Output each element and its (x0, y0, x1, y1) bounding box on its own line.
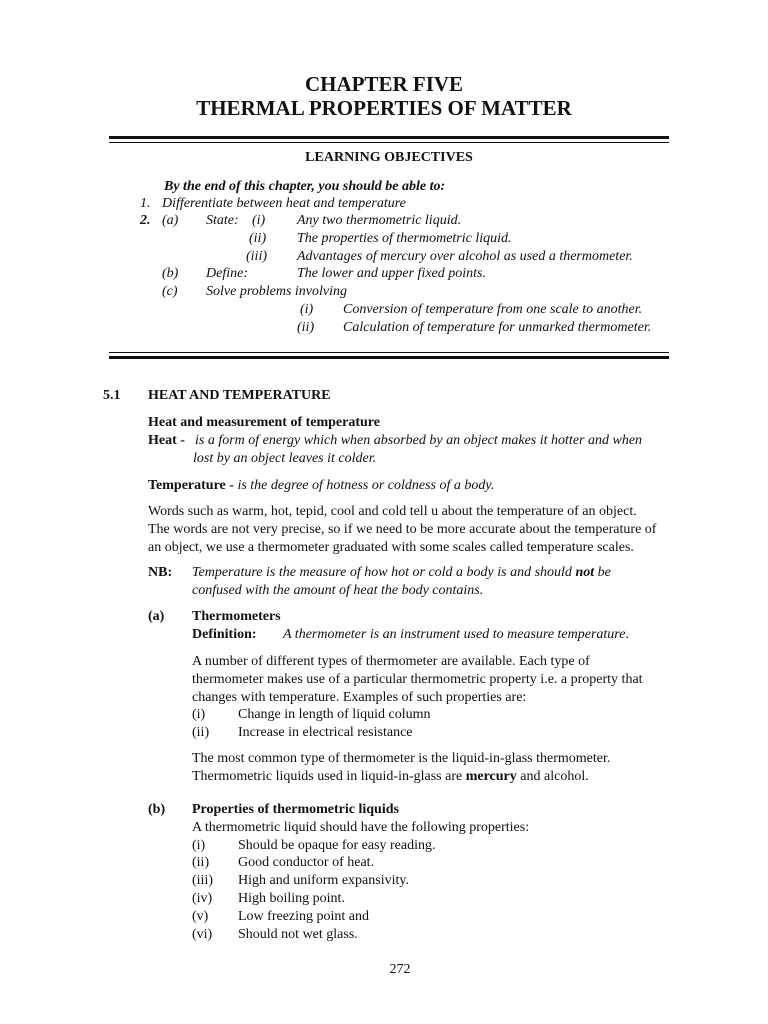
list-number: (vi) (192, 927, 213, 942)
subsection-title: Heat and measurement of temperature (148, 415, 380, 430)
top-rule-thin (109, 142, 669, 143)
heat-definition: lost by an object leaves it colder. (193, 451, 377, 466)
list-number: (iv) (192, 891, 213, 906)
objective-text: Conversion of temperature from one scale to another. (343, 302, 643, 317)
list-number: (ii) (192, 725, 210, 740)
objective-roman: (i) (300, 302, 314, 317)
list-item: Change in length of liquid column (238, 707, 431, 722)
item-label: (a) (148, 609, 165, 624)
temperature-definition-line (148, 477, 494, 495)
objective-roman: (ii) (249, 231, 267, 246)
page-number: 272 (389, 962, 411, 977)
objective-text: Any two thermometric liquid. (297, 213, 462, 228)
mercury-emphasis: mercury (465, 769, 517, 784)
objective-sub-label: (b) (162, 266, 179, 281)
definition-label: Definition: (192, 627, 257, 642)
section-title: HEAT AND TEMPERATURE (148, 388, 331, 403)
list-item: Good conductor of heat. (238, 855, 375, 870)
paragraph-line: an object, we use a thermometer graduated with some scales called temperature scales. (148, 540, 634, 555)
nb-text: Temperature is the measure of how hot or cold a body is and should not be (192, 565, 611, 580)
objective-roman: (i) (252, 213, 266, 228)
list-number: (i) (192, 707, 206, 722)
list-item: High boiling point. (238, 891, 345, 906)
objective-define-label: Define: (206, 266, 248, 281)
section-number: 5.1 (103, 388, 121, 403)
list-number: (v) (192, 909, 209, 924)
objective-text: The lower and upper fixed points. (297, 266, 486, 281)
objective-text: Calculation of temperature for unmarked thermometer. (343, 320, 652, 335)
heat-term: Heat - (148, 433, 185, 448)
list-item: High and uniform expansivity. (238, 873, 409, 888)
bottom-rule-thick (109, 356, 669, 359)
nb-emphasis: not (575, 565, 595, 580)
chapter-title: THERMAL PROPERTIES OF MATTER (196, 96, 572, 120)
objective-number: 1. (140, 196, 151, 211)
list-item: Should be opaque for easy reading. (238, 838, 436, 853)
paragraph-line: A number of different types of thermometer are available. Each type of (192, 654, 590, 669)
objective-sub-label: (c) (162, 284, 178, 299)
properties-title: Properties of thermometric liquids (192, 802, 399, 817)
objective-roman: (ii) (297, 320, 315, 335)
list-item: Low freezing point and (238, 909, 370, 924)
paragraph-line: The most common type of thermometer is the liquid-in-glass thermometer. (192, 751, 611, 766)
objectives-heading: LEARNING OBJECTIVES (305, 150, 473, 165)
objective-sub-label: (a) (162, 213, 179, 228)
temperature-definition: is the degree of hotness or coldness of a body. (237, 478, 495, 493)
thermometers-title: Thermometers (192, 609, 281, 624)
objective-text: Differentiate between heat and temperature (162, 196, 406, 211)
objective-state-label: State: (206, 213, 239, 228)
paragraph-line: The words are not very precise, so if we need to be more accurate about the temperature of (148, 522, 657, 537)
item-label: (b) (148, 802, 166, 817)
list-number: (ii) (192, 855, 210, 870)
objective-roman: (iii) (246, 249, 267, 264)
objectives-intro: By the end of this chapter, you should be able to: (164, 179, 446, 194)
objective-text: Advantages of mercury over alcohol as used a thermometer. (297, 249, 633, 264)
paragraph-line: thermometer makes use of a particular thermometric property i.e. a property that (192, 672, 643, 687)
paragraph-line: Words such as warm, hot, tepid, cool and cold tell u about the temperature of an object. (148, 504, 637, 519)
list-number: (iii) (192, 873, 213, 888)
paragraph-line: Thermometric liquids used in liquid-in-glass are mercury and alcohol. (192, 769, 589, 784)
thermometer-definition: A thermometer is an instrument used to measure temperature. (283, 627, 629, 642)
objective-number: 2. (140, 213, 151, 228)
heat-definition: is a form of energy which when absorbed by an object makes it hotter and when (195, 433, 643, 448)
objective-text: Solve problems involving (206, 284, 348, 299)
top-rule-thick (109, 136, 669, 139)
temperature-term: Temperature - (148, 478, 234, 493)
list-number: (i) (192, 838, 206, 853)
list-item: Increase in electrical resistance (238, 725, 413, 740)
list-item: Should not wet glass. (238, 927, 358, 942)
nb-text: confused with the amount of heat the body contains. (192, 583, 484, 598)
bottom-rule-thin (109, 352, 669, 353)
paragraph-line: A thermometric liquid should have the following properties: (192, 820, 530, 835)
paragraph-line: changes with temperature. Examples of such properties are: (192, 690, 527, 705)
nb-label: NB: (148, 565, 173, 580)
chapter-number: CHAPTER FIVE (304, 72, 464, 96)
objective-text: The properties of thermometric liquid. (297, 231, 512, 246)
